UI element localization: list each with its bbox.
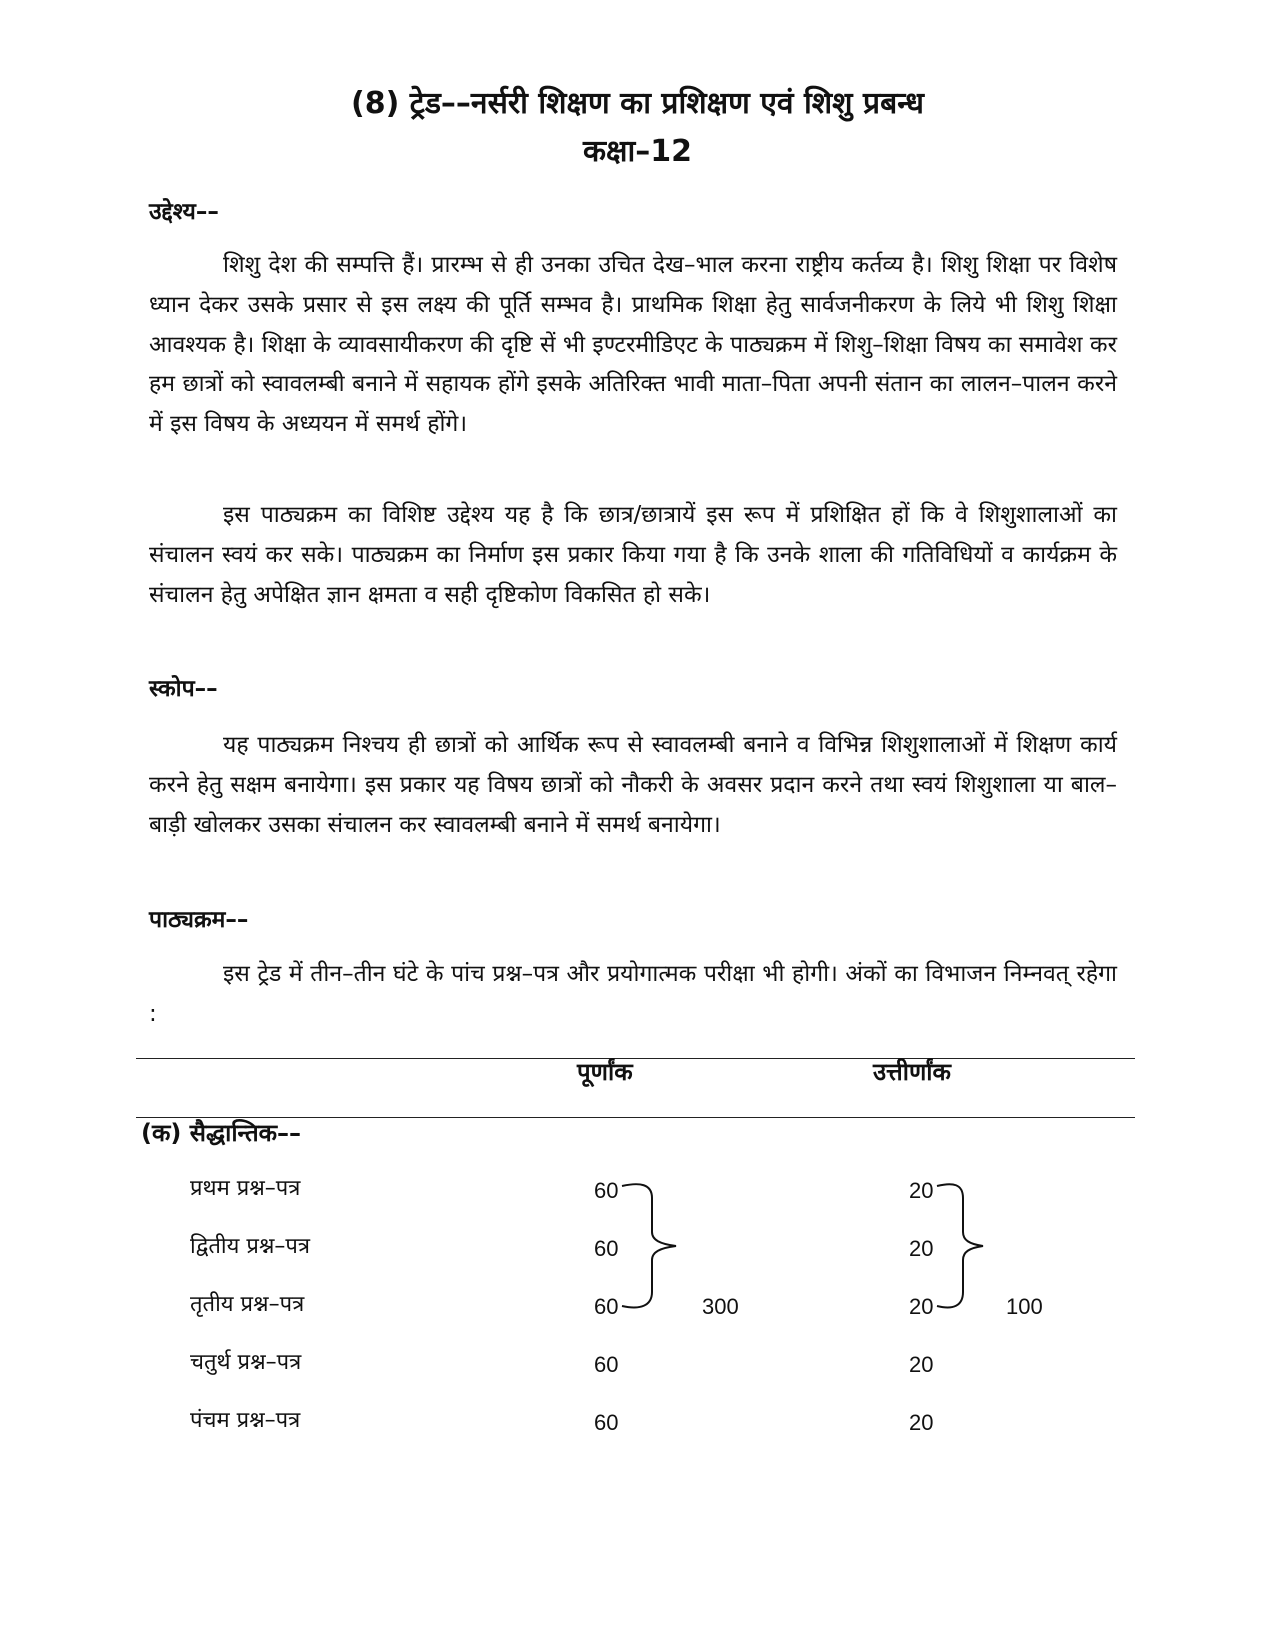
paper-4-pass-marks: 20 xyxy=(909,1352,934,1377)
section-theory-heading: (क) सैद्धान्तिक–– xyxy=(141,1119,302,1147)
pass-marks-group-total: 100 xyxy=(1006,1294,1043,1319)
objective-heading: उद्देश्य–– xyxy=(149,199,219,225)
page-title: (8) ट्रेड––नर्सरी शिक्षण का प्रशिक्षण एवं शिशु प्रबन्ध xyxy=(351,86,924,121)
syllabus-heading: पाठ्यक्रम–– xyxy=(149,907,249,933)
objective-paragraph-2: इस पाठ्यक्रम का विशिष्ट उद्देश्य यह है कि छात्र/छात्रायें इस रूप में प्रशिक्षित हों कि वे शिशुशालाओं का संचालन स्वयं कर सके। पाठ्यक्रम का निर्माण इस प्रकार किया गया है कि उनके शाला की गतिविधियों व कार्यक्रम के संचालन हेतु अपेक्षित ज्ञान क्षमता व सही दृष्टिकोण विकसित हो सके। xyxy=(149,502,1117,608)
paper-1-pass-marks: 20 xyxy=(909,1178,934,1203)
max-marks-group-brace xyxy=(620,1180,680,1312)
paper-5-pass-marks: 20 xyxy=(909,1410,934,1435)
syllabus-paragraph: इस ट्रेड में तीन–तीन घंटे के पांच प्रश्न–पत्र और प्रयोगात्मक परीक्षा भी होगी। अंकों का विभाजन निम्नवत् रहेगा : xyxy=(149,961,1117,1027)
max-marks-group-total: 300 xyxy=(702,1294,739,1319)
column-header-max-marks: पूर्णांक xyxy=(577,1058,633,1086)
scope-paragraph: यह पाठ्यक्रम निश्चय ही छात्रों को आर्थिक रूप से स्वावलम्बी बनाने व विभिन्न शिशुशालाओं में शिक्षण कार्य करने हेतु सक्षम बनायेगा। इस प्रकार यह विषय छात्रों को नौकरी के अवसर प्रदान करने तथा स्वयं शिशुशाला या बाल–बाड़ी खोलकर उसका संचालन कर स्वावलम्बी बनाने में समर्थ बनायेगा। xyxy=(149,732,1117,838)
class-subtitle: कक्षा–12 xyxy=(582,134,693,169)
paper-4-label: चतुर्थ प्रश्न–पत्र xyxy=(190,1350,302,1375)
paper-1-max-marks: 60 xyxy=(594,1178,619,1203)
paper-3-label: तृतीय प्रश्न–पत्र xyxy=(190,1292,305,1317)
paper-5-max-marks: 60 xyxy=(594,1410,619,1435)
objective-paragraph-1: शिशु देश की सम्पत्ति हैं। प्रारम्भ से ही उनका उचित देख–भाल करना राष्ट्रीय कर्तव्य है। शिशु शिक्षा पर विशेष ध्यान देकर उसके प्रसार से इस लक्ष्य की पूर्ति सम्भव है। प्राथमिक शिक्षा हेतु सार्वजनीकरण के लिये भी शिशु शिक्षा आवश्यक है। शिक्षा के व्यावसायीकरण की दृष्टि सें भी इण्टरमीडिएट के पाठ्यक्रम में शिशु–शिक्षा विषय का समावेश कर हम छात्रों को स्वावलम्बी बनाने में सहायक होंगे इसके अतिरिक्त भावी माता–पिता अपनी संतान का लालन–पालन करने में इस विषय के अध्ययन में समर्थ होंगे। xyxy=(149,252,1117,438)
paper-3-pass-marks: 20 xyxy=(909,1294,934,1319)
table-top-rule xyxy=(136,1058,1135,1059)
paper-2-pass-marks: 20 xyxy=(909,1236,934,1261)
paper-3-max-marks: 60 xyxy=(594,1294,619,1319)
column-header-pass-marks: उत्तीर्णांक xyxy=(873,1058,951,1086)
paper-1-label: प्रथम प्रश्न–पत्र xyxy=(190,1176,301,1201)
paper-2-label: द्वितीय प्रश्न–पत्र xyxy=(190,1234,311,1259)
paper-4-max-marks: 60 xyxy=(594,1352,619,1377)
scope-heading: स्कोप–– xyxy=(149,676,218,702)
pass-marks-group-brace xyxy=(935,1180,985,1312)
paper-2-max-marks: 60 xyxy=(594,1236,619,1261)
paper-5-label: पंचम प्रश्न–पत्र xyxy=(190,1408,301,1433)
